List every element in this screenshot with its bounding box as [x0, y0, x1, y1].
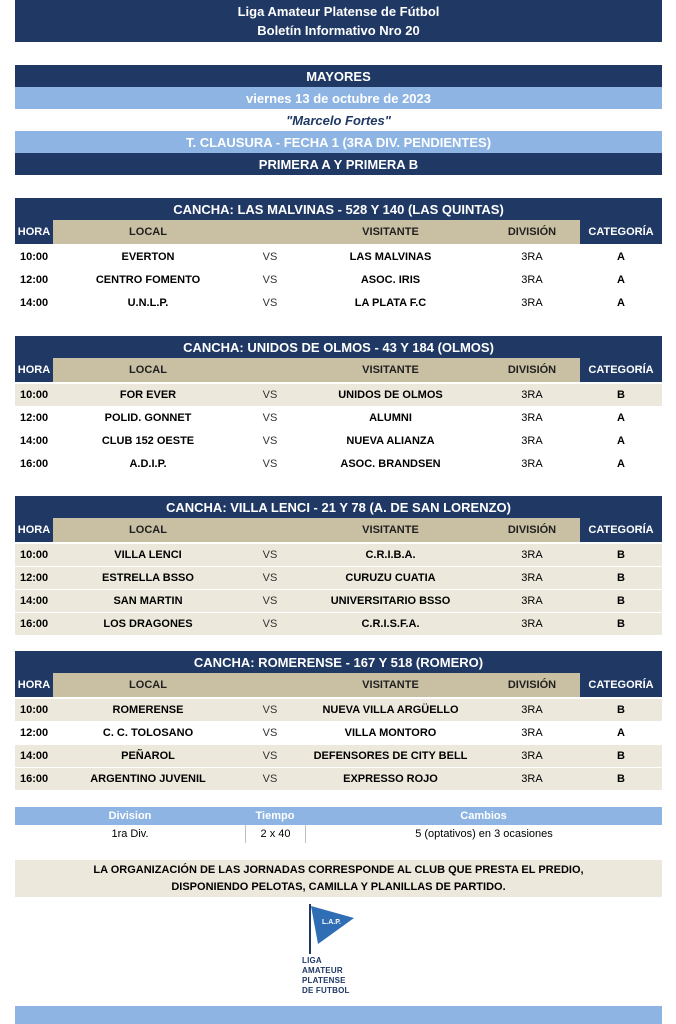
match-time: 10:00 — [20, 389, 49, 401]
bulletin-header — [15, 0, 662, 42]
col-visitante: VISITANTE — [297, 358, 484, 382]
match-visitante: VILLA MONTORO — [344, 727, 437, 739]
match-local: FOR EVER — [119, 389, 177, 401]
info-stack — [15, 65, 662, 175]
match-division: 3RA — [521, 704, 543, 716]
col-local: LOCAL — [53, 358, 243, 382]
match-time: 12:00 — [20, 412, 49, 424]
venue-table — [15, 336, 662, 476]
match-vs: VS — [262, 618, 278, 630]
match-categoria: B — [617, 572, 625, 584]
match-local: ESTRELLA BSSO — [102, 572, 194, 584]
table-row — [15, 722, 662, 745]
table-row — [15, 768, 662, 791]
match-vs: VS — [262, 458, 278, 470]
col-division: DIVISIÓN — [484, 358, 580, 382]
match-local: ROMERENSE — [112, 704, 184, 716]
logo-line: AMATEUR — [302, 966, 343, 975]
match-division: 3RA — [521, 274, 543, 286]
match-visitante: LAS MALVINAS — [349, 251, 432, 263]
match-time: 14:00 — [20, 595, 49, 607]
match-visitante: DEFENSORES DE CITY BELL — [313, 750, 468, 762]
col-hora: HORA — [15, 673, 53, 697]
match-categoria: A — [617, 412, 625, 424]
table-row — [15, 567, 662, 590]
match-vs: VS — [262, 750, 278, 762]
rules-header — [15, 807, 662, 825]
col-categoria: CATEGORÍA — [580, 358, 662, 382]
footer-band — [15, 1006, 662, 1024]
match-vs: VS — [262, 389, 278, 401]
match-division: 3RA — [521, 549, 543, 561]
rules-col-division: Division — [108, 810, 152, 822]
venue-title: CANCHA: ROMERENSE - 167 Y 518 (ROMERO) — [15, 651, 662, 673]
rules-col-cambios: Cambios — [460, 810, 507, 822]
col-visitante: VISITANTE — [297, 518, 484, 542]
match-categoria: A — [617, 274, 625, 286]
match-visitante: C.R.I.B.A. — [365, 549, 416, 561]
match-time: 10:00 — [20, 251, 49, 263]
table-row — [15, 544, 662, 567]
match-vs: VS — [262, 412, 278, 424]
match-categoria: B — [617, 773, 625, 785]
table-row — [15, 453, 662, 476]
match-local: U.N.L.P. — [127, 297, 169, 309]
match-categoria: B — [617, 595, 625, 607]
match-vs: VS — [262, 704, 278, 716]
logo-flag-text: L.A.P. — [322, 919, 341, 926]
match-time: 14:00 — [20, 297, 49, 309]
match-time: 12:00 — [20, 727, 49, 739]
match-visitante: UNIDOS DE OLMOS — [338, 389, 443, 401]
match-visitante: NUEVA ALIANZA — [346, 435, 435, 447]
match-time: 16:00 — [20, 618, 49, 630]
match-categoria: A — [617, 297, 625, 309]
match-categoria: A — [617, 251, 625, 263]
date-band: viernes 13 de octubre de 2023 — [15, 87, 662, 109]
logo-line: DE FUTBOL — [302, 986, 350, 995]
match-time: 12:00 — [20, 572, 49, 584]
match-local: PEÑAROL — [121, 750, 175, 762]
rules-tiempo-value: 2 x 40 — [245, 825, 305, 843]
col-vs-empty — [243, 673, 297, 697]
col-visitante: VISITANTE — [297, 220, 484, 244]
match-time: 16:00 — [20, 773, 49, 785]
match-division: 3RA — [521, 773, 543, 785]
table-header — [15, 220, 662, 244]
match-vs: VS — [262, 297, 278, 309]
col-local: LOCAL — [53, 673, 243, 697]
match-vs: VS — [262, 727, 278, 739]
match-local: POLID. GONNET — [104, 412, 192, 424]
match-vs: VS — [262, 251, 278, 263]
match-division: 3RA — [521, 389, 543, 401]
organization-note — [15, 860, 662, 897]
venue-table — [15, 198, 662, 315]
match-local: ARGENTINO JUVENIL — [90, 773, 206, 785]
table-row — [15, 246, 662, 269]
match-visitante: C.R.I.S.F.A. — [361, 618, 420, 630]
match-division: 3RA — [521, 618, 543, 630]
match-time: 14:00 — [20, 435, 49, 447]
match-division: 3RA — [521, 727, 543, 739]
match-categoria: B — [617, 549, 625, 561]
table-row — [15, 745, 662, 768]
match-local: C. C. TOLOSANO — [102, 727, 194, 739]
league-logo — [300, 904, 360, 1002]
pennant-flag-icon — [304, 904, 356, 954]
match-division: 3RA — [521, 435, 543, 447]
match-time: 16:00 — [20, 458, 49, 470]
match-categoria: B — [617, 618, 625, 630]
league-title: Liga Amateur Platense de Fútbol — [237, 4, 440, 19]
match-vs: VS — [262, 274, 278, 286]
category-band: MAYORES — [15, 65, 662, 87]
match-division: 3RA — [521, 595, 543, 607]
match-categoria: A — [617, 435, 625, 447]
table-row — [15, 384, 662, 407]
table-row — [15, 407, 662, 430]
col-vs-empty — [243, 220, 297, 244]
tribute-band: "Marcelo Fortes" — [15, 109, 662, 131]
rules-col-tiempo: Tiempo — [255, 810, 295, 822]
match-visitante: LA PLATA F.C — [354, 297, 427, 309]
col-hora: HORA — [15, 220, 53, 244]
col-division: DIVISIÓN — [484, 518, 580, 542]
match-division: 3RA — [521, 297, 543, 309]
match-time: 14:00 — [20, 750, 49, 762]
col-division: DIVISIÓN — [484, 220, 580, 244]
match-local: EVERTON — [121, 251, 175, 263]
match-categoria: A — [617, 458, 625, 470]
match-division: 3RA — [521, 750, 543, 762]
match-vs: VS — [262, 572, 278, 584]
match-visitante: ASOC. BRANDSEN — [340, 458, 441, 470]
venue-title: CANCHA: LAS MALVINAS - 528 Y 140 (LAS QUINTAS) — [15, 198, 662, 220]
match-vs: VS — [262, 773, 278, 785]
match-categoria: B — [617, 750, 625, 762]
match-local: CENTRO FOMENTO — [95, 274, 201, 286]
note-line-1: LA ORGANIZACIÓN DE LAS JORNADAS CORRESPONDE AL CLUB QUE PRESTA EL PREDIO, — [93, 863, 584, 876]
match-vs: VS — [262, 435, 278, 447]
col-visitante: VISITANTE — [297, 673, 484, 697]
table-row — [15, 292, 662, 315]
match-local: SAN MARTIN — [113, 595, 183, 607]
col-local: LOCAL — [53, 220, 243, 244]
venue-table — [15, 651, 662, 791]
rules-row — [15, 825, 662, 843]
match-division: 3RA — [521, 458, 543, 470]
match-categoria: B — [617, 704, 625, 716]
col-vs-empty — [243, 358, 297, 382]
rules-table — [15, 807, 662, 843]
divisions-band: PRIMERA A Y PRIMERA B — [15, 153, 662, 175]
match-vs: VS — [262, 595, 278, 607]
tournament-band: T. CLAUSURA - FECHA 1 (3RA DIV. PENDIENTES) — [15, 131, 662, 153]
logo-line: LIGA — [302, 956, 322, 965]
bulletin-number: Boletín Informativo Nro 20 — [257, 23, 420, 38]
col-vs-empty — [243, 518, 297, 542]
match-vs: VS — [262, 549, 278, 561]
note-line-2: DISPONIENDO PELOTAS, CAMILLA Y PLANILLAS DE PARTIDO. — [171, 880, 506, 893]
match-division: 3RA — [521, 572, 543, 584]
logo-wordmark — [302, 956, 350, 996]
table-header — [15, 673, 662, 697]
table-row — [15, 269, 662, 292]
col-division: DIVISIÓN — [484, 673, 580, 697]
venue-title: CANCHA: VILLA LENCI - 21 Y 78 (A. DE SAN LORENZO) — [15, 496, 662, 518]
logo-line: PLATENSE — [302, 976, 346, 985]
match-local: CLUB 152 OESTE — [101, 435, 195, 447]
match-visitante: ALUMNI — [369, 412, 412, 424]
table-row — [15, 430, 662, 453]
match-visitante: EXPRESSO ROJO — [343, 773, 438, 785]
col-local: LOCAL — [53, 518, 243, 542]
rules-division-value: 1ra Div. — [111, 828, 149, 840]
match-division: 3RA — [521, 412, 543, 424]
match-division: 3RA — [521, 251, 543, 263]
table-row — [15, 590, 662, 613]
match-local: VILLA LENCI — [114, 549, 182, 561]
match-visitante: UNIVERSITARIO BSSO — [330, 595, 451, 607]
venue-title: CANCHA: UNIDOS DE OLMOS - 43 Y 184 (OLMOS) — [15, 336, 662, 358]
col-hora: HORA — [15, 358, 53, 382]
match-time: 10:00 — [20, 549, 49, 561]
match-categoria: B — [617, 389, 625, 401]
venue-table — [15, 496, 662, 636]
match-visitante: CURUZU CUATIA — [345, 572, 436, 584]
table-header — [15, 518, 662, 542]
table-row — [15, 699, 662, 722]
col-categoria: CATEGORÍA — [580, 673, 662, 697]
match-time: 12:00 — [20, 274, 49, 286]
match-local: A.D.I.P. — [129, 458, 167, 470]
table-header — [15, 358, 662, 382]
rules-cambios-value: 5 (optativos) en 3 ocasiones — [305, 825, 662, 843]
match-time: 10:00 — [20, 704, 49, 716]
match-categoria: A — [617, 727, 625, 739]
match-visitante: ASOC. IRIS — [360, 274, 421, 286]
col-hora: HORA — [15, 518, 53, 542]
match-visitante: NUEVA VILLA ARGÜELLO — [322, 704, 459, 716]
table-row — [15, 613, 662, 636]
col-categoria: CATEGORÍA — [580, 220, 662, 244]
match-local: LOS DRAGONES — [103, 618, 193, 630]
col-categoria: CATEGORÍA — [580, 518, 662, 542]
